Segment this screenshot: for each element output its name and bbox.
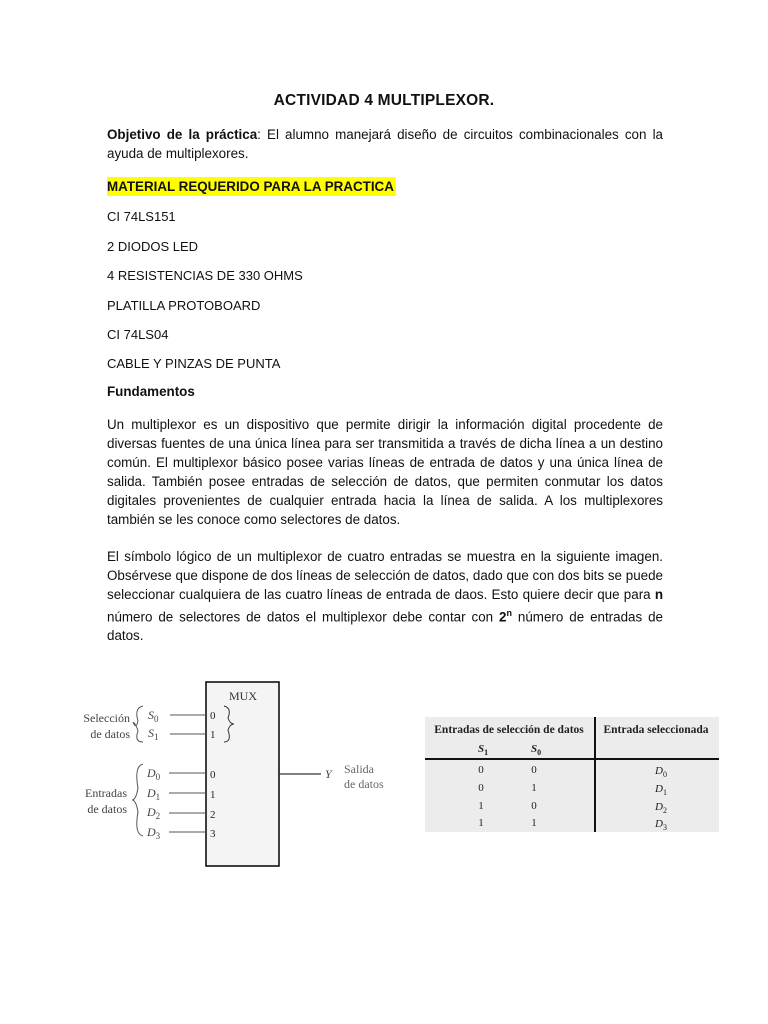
objective-text: : El alumno manejará diseño de circuitos combinacionales con la ayuda de multiplexores. <box>107 127 664 161</box>
table-subheader-s1: $S_1$ <box>478 743 489 757</box>
select-label-line2: de datos <box>90 727 130 741</box>
material-heading-highlighted: MATERIAL REQUERIDO PARA LA PRACTICA <box>107 179 394 194</box>
output-label-line1: Salida <box>344 762 374 776</box>
select-input-s0: $S_0$ <box>148 708 159 724</box>
svg-text:D3: $D_3$ <box>655 818 667 832</box>
svg-text:1: 1 <box>531 817 537 829</box>
svg-text:0: 0 <box>478 782 484 794</box>
data-label-line1: Entradas <box>85 786 127 800</box>
data-input-d2 <box>146 805 216 821</box>
paragraph2-bold-2: 2 <box>499 609 507 625</box>
data-input-d1 <box>146 786 216 802</box>
objective-label: Objetivo de la práctica <box>107 127 258 142</box>
material-item: 2 DIODOS LED <box>107 239 199 254</box>
svg-text:2: 2 <box>210 809 216 821</box>
table-row <box>478 817 667 832</box>
svg-text:1: 1 <box>210 789 216 801</box>
svg-text:0: 0 <box>210 769 216 781</box>
page-title: ACTIVIDAD 4 MULTIPLEXOR. <box>273 92 495 109</box>
table-row <box>478 782 667 797</box>
svg-text:0: 0 <box>478 764 484 776</box>
truth-table-svg <box>425 717 719 832</box>
svg-text:0: 0 <box>531 800 537 812</box>
material-item: CI 74LS04 <box>107 327 169 342</box>
material-item: 4 RESISTENCIAS DE 330 OHMS <box>107 268 303 283</box>
svg-text:D0: $D_0$ <box>147 766 161 782</box>
selection-truth-table <box>425 717 719 832</box>
data-brace <box>132 764 143 836</box>
select-pin-1: 1 <box>210 729 216 741</box>
mux-block-label: MUX <box>228 689 258 703</box>
table-row <box>478 764 667 779</box>
output-name: Y <box>325 767 332 781</box>
svg-text:D2: $D_2$ <box>655 801 667 815</box>
material-item: PLATILLA PROTOBOARD <box>107 298 261 313</box>
paragraph2-bold-n: n <box>654 587 663 602</box>
material-item: CI 74LS151 <box>107 209 176 224</box>
svg-text:D1: $D_1$ <box>655 783 667 797</box>
table-header-left: Entradas de selección de datos <box>434 724 584 736</box>
paragraph-multiplexor-definition: Un multiplexor es un dispositivo que permite dirigir la información digital procedente de diversas fuentes de una única línea para ser transmitida a través de dicha línea a un destino común. El multiplexor básico posee varias líneas de entrada de datos y una única línea de salida. También posee entradas de selección de datos, que permiten conmutar los datos digitales provenientes de cualquier entrada hacia la línea de salida. A los multiplexores también se les conoce como selectores de datos. <box>107 417 663 527</box>
select-brace <box>133 706 143 742</box>
svg-text:D1: $D_1$ <box>147 786 161 802</box>
data-label-line2: de datos <box>87 802 127 816</box>
table-subheader-s0: $S_0$ <box>531 743 542 757</box>
mux-block <box>206 682 279 866</box>
output-label-line2: de datos <box>344 777 384 791</box>
select-pin-0: 0 <box>210 710 216 722</box>
select-input-s1: $S_1$ <box>148 726 159 742</box>
paragraph2-part3: número de entradas de datos. <box>107 609 663 644</box>
svg-text:0: 0 <box>531 764 537 776</box>
paragraph2-sup-n: n <box>506 608 512 618</box>
table-header-right: Entrada seleccionada <box>603 724 709 736</box>
material-item: CABLE Y PINZAS DE PUNTA <box>107 356 281 371</box>
paragraph2-part2: número de selectores de datos el multiplexor debe contar con <box>107 609 500 625</box>
mux-logic-symbol-figure <box>78 676 398 872</box>
svg-text:1: 1 <box>478 817 484 829</box>
svg-text:D2: $D_2$ <box>147 805 161 821</box>
table-row <box>478 800 667 815</box>
svg-text:1: 1 <box>478 800 484 812</box>
objective-paragraph <box>107 125 663 163</box>
select-label-line1: Selección <box>83 711 130 725</box>
svg-text:D0: $D_0$ <box>655 765 667 779</box>
paragraph2-part1: El símbolo lógico de un multiplexor de cuatro entradas se muestra en la siguiente imagen. Obsérvese que dispone de dos líneas de selección de datos, dado que con dos bits se puede seleccionar cualquiera de las cuatro líneas de entrada de daos. Esto quiere decir que para <box>107 549 663 602</box>
paragraph-logic-symbol <box>107 547 663 645</box>
mux-symbol-svg <box>78 676 398 872</box>
svg-text:D3: $D_3$ <box>147 825 161 841</box>
fundamentals-heading: Fundamentos <box>107 384 195 399</box>
svg-text:1: 1 <box>531 782 537 794</box>
svg-text:3: 3 <box>210 828 216 840</box>
